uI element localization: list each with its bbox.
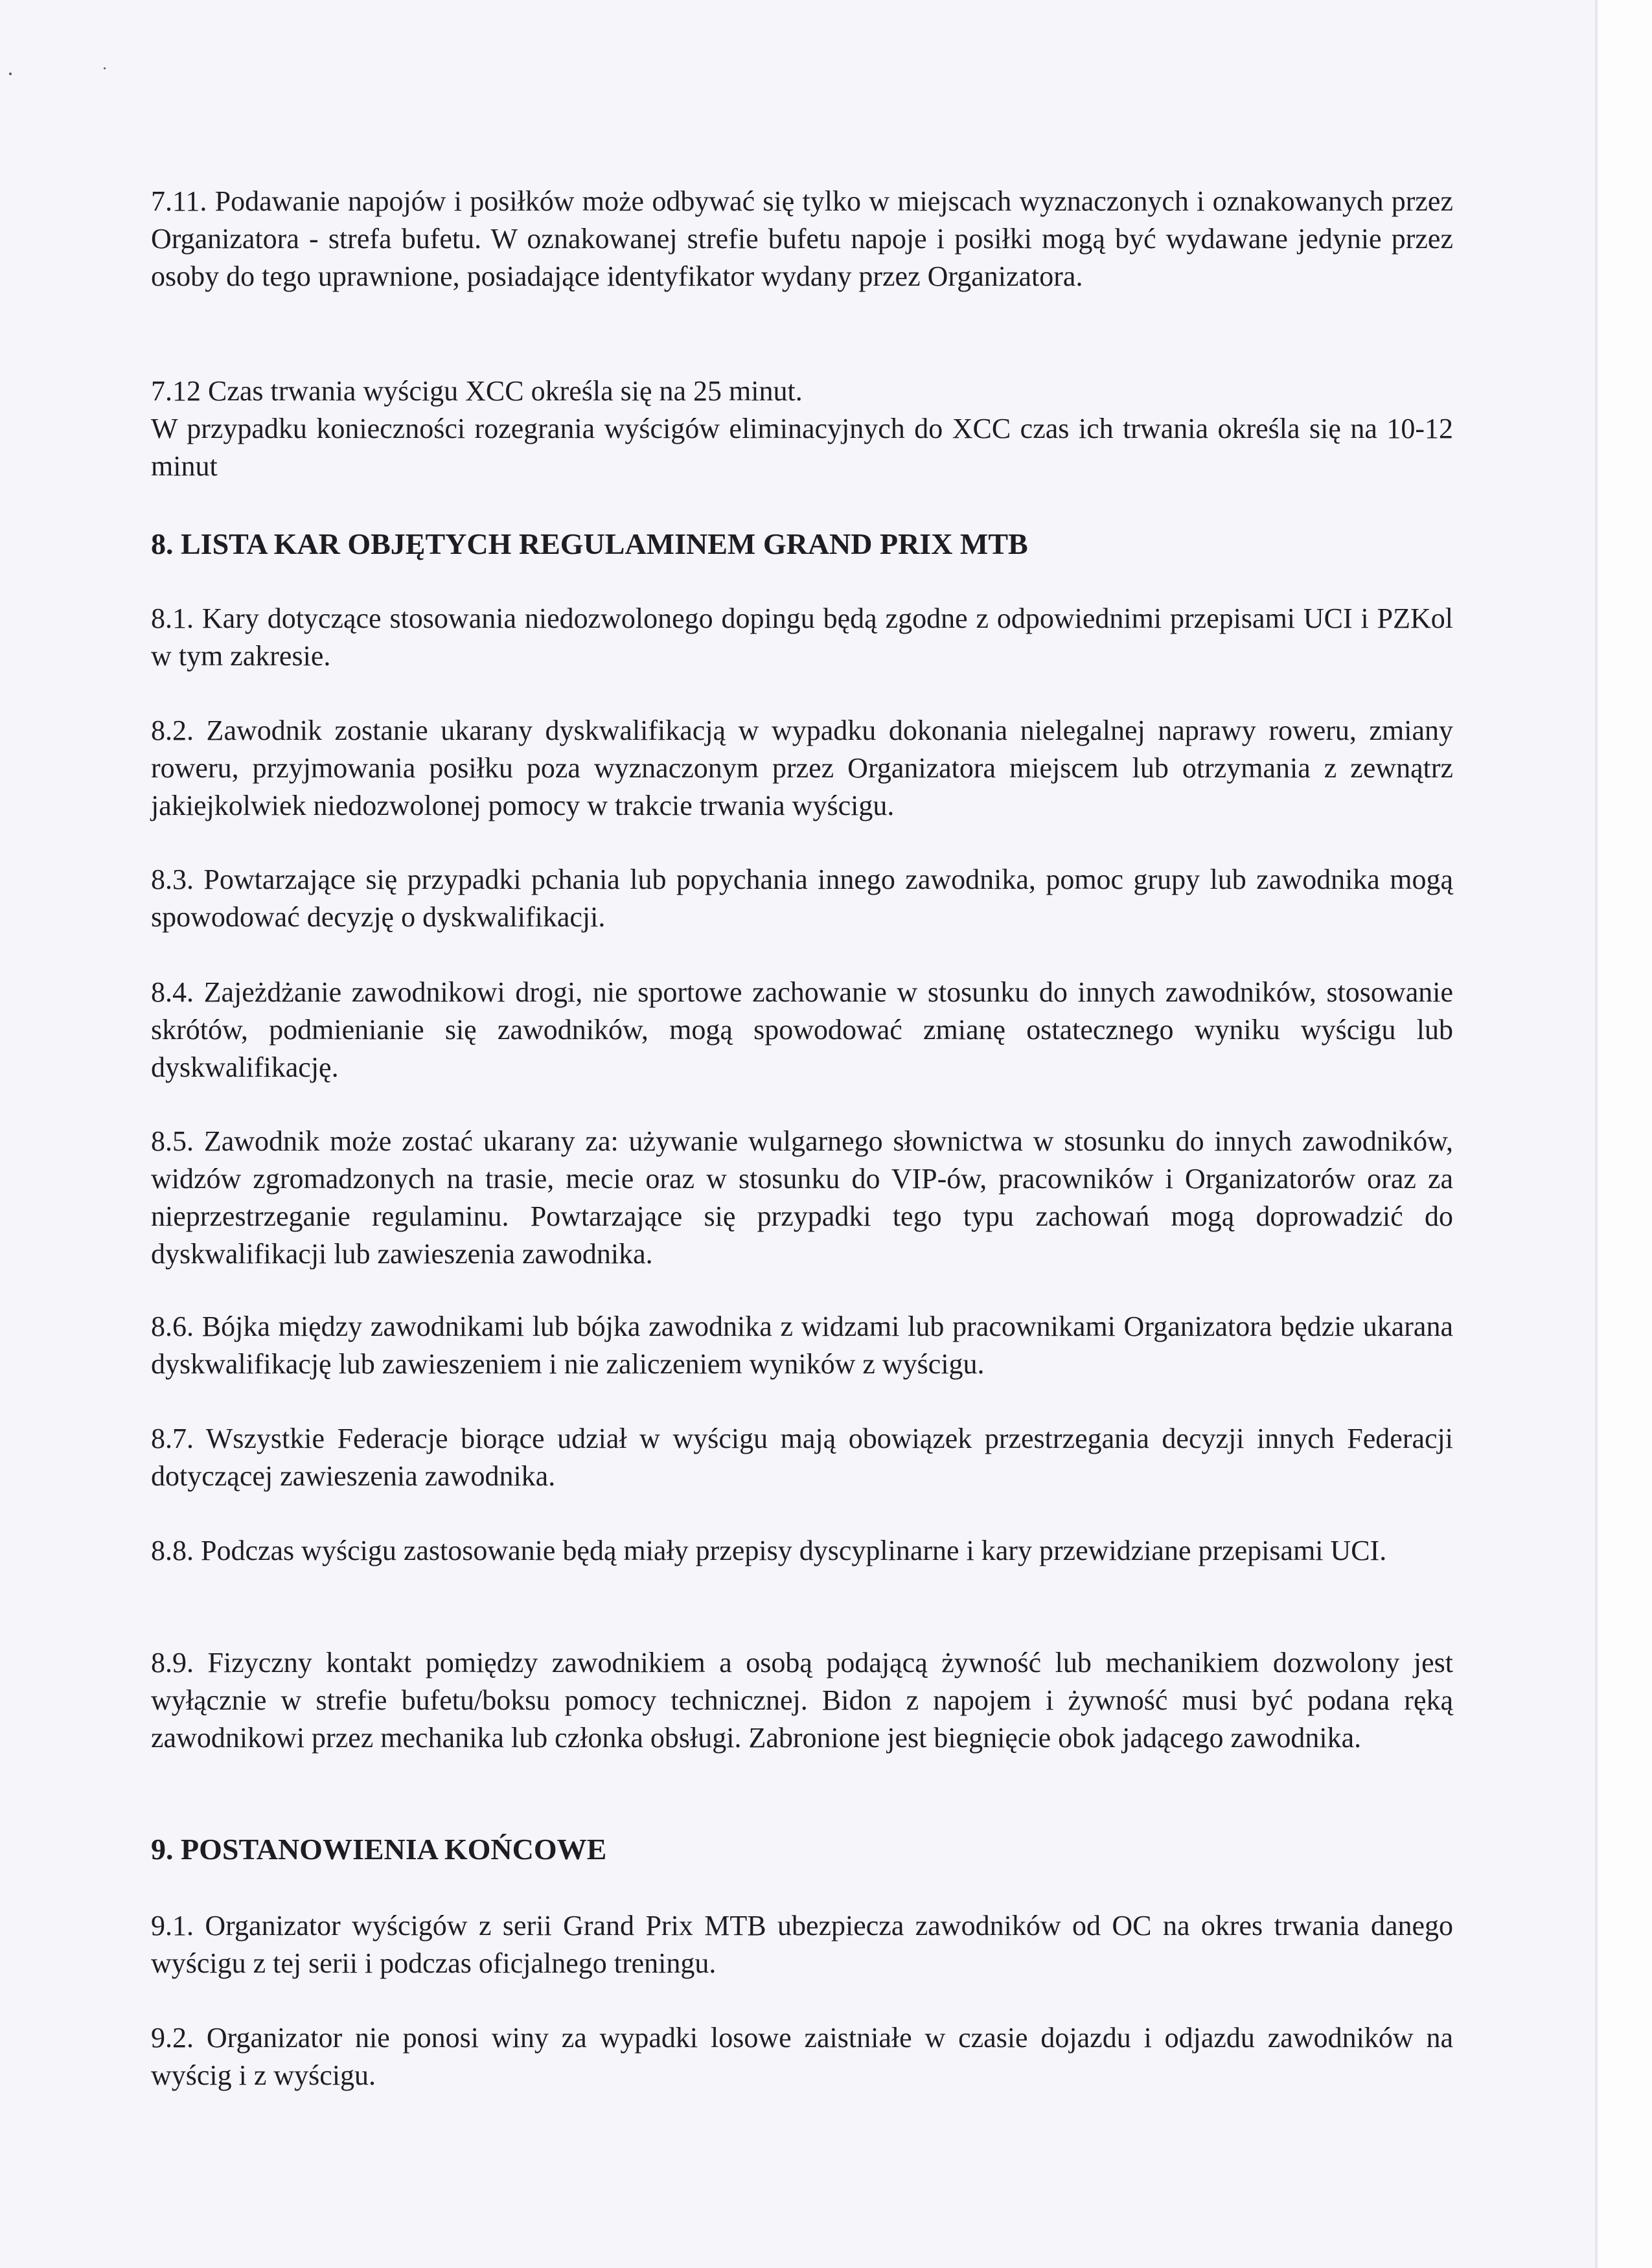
paragraph-8-2: 8.2. Zawodnik zostanie ukarany dyskwalifikacją w wypadku dokonania nielegalnej naprawy roweru, zmiany roweru, przyjmowania posiłku poza wyznaczonym przez Organizatora miejscem lub otrzymania z zewnątrz jakiejkolwiek niedozwolonej pomocy w trakcie trwania wyścigu.	[151, 715, 1453, 821]
paragraph-8-9: 8.9. Fizyczny kontakt pomiędzy zawodnikiem a osobą podającą żywność lub mechanikiem dozwolony jest wyłącznie w strefie bufetu/boksu pomocy technicznej. Bidon z napojem i żywność musi być podana ręką zawodnikowi przez mechanika lub członka obsługi. Zabronione jest biegnięcie obok jadącego zawodnika.	[151, 1647, 1453, 1754]
scan-speck	[104, 67, 106, 69]
paragraph-8-6: 8.6. Bójka między zawodnikami lub bójka zawodnika z widzami lub pracownikami Organizatora będzie ukarana dyskwalifikację lub zawieszeniem i nie zaliczeniem wyników z wyścigu.	[151, 1311, 1453, 1380]
scan-speck	[9, 73, 12, 75]
paragraph-7-12-line2: W przypadku konieczności rozegrania wyścigów eliminacyjnych do XCC czas ich trwania określa się na 10-12 minut	[151, 413, 1453, 482]
paragraph-8-5: 8.5. Zawodnik może zostać ukarany za: używanie wulgarnego słownictwa w stosunku do innych zawodników, widzów zgromadzonych na trasie, mecie oraz w stosunku do VIP-ów, pracowników i Organizatorów oraz za nieprzestrzeganie regulaminu. Powtarzające się przypadki tego typu zachowań mogą doprowadzić do dyskwalifikacji lub zawieszenia zawodnika.	[151, 1125, 1453, 1270]
paragraph-7-11: 7.11. Podawanie napojów i posiłków może odbywać się tylko w miejscach wyznaczonych i oznakowanych przez Organizatora - strefa bufetu. W oznakowanej strefie bufetu napoje i posiłki mogą być wydawane jedynie przez osoby do tego uprawnione, posiadające identyfikator wydany przez Organizatora.	[151, 185, 1453, 292]
paragraph-8-4: 8.4. Zajeżdżanie zawodnikowi drogi, nie sportowe zachowanie w stosunku do innych zawodników, stosowanie skrótów, podmienianie się zawodników, mogą spowodować zmianę ostatecznego wyniku wyścigu lub dyskwalifikację.	[151, 976, 1453, 1083]
section-heading-8: 8. LISTA KAR OBJĘTYCH REGULAMINEM GRAND PRIX MTB	[151, 527, 1028, 560]
paragraph-9-1: 9.1. Organizator wyścigów z serii Grand Prix MTB ubezpiecza zawodników od OC na okres trwania danego wyścigu z tej serii i podczas oficjalnego treningu.	[151, 1910, 1453, 1979]
paragraph-7-12-line1: 7.12 Czas trwania wyścigu XCC określa się na 25 minut.	[151, 375, 803, 407]
paragraph-8-1: 8.1. Kary dotyczące stosowania niedozwolonego dopingu będą zgodne z odpowiednimi przepisami UCI i PZKol w tym zakresie.	[151, 602, 1453, 672]
paragraph-8-7: 8.7. Wszystkie Federacje biorące udział w wyścigu mają obowiązek przestrzegania decyzji innych Federacji dotyczącej zawieszenia zawodnika.	[151, 1423, 1453, 1492]
section-heading-9: 9. POSTANOWIENIA KOŃCOWE	[151, 1833, 607, 1866]
paragraph-9-2: 9.2. Organizator nie ponosi winy za wypadki losowe zaistniałe w czasie dojazdu i odjazdu zawodników na wyścig i z wyścigu.	[151, 2022, 1453, 2091]
scan-margin	[1595, 0, 1652, 2268]
paragraph-8-3: 8.3. Powtarzające się przypadki pchania lub popychania innego zawodnika, pomoc grupy lub zawodnika mogą spowodować decyzję o dyskwalifikacji.	[151, 864, 1453, 933]
paragraph-8-8: 8.8. Podczas wyścigu zastosowanie będą miały przepisy dyscyplinarne i kary przewidziane przepisami UCI.	[151, 1535, 1387, 1566]
